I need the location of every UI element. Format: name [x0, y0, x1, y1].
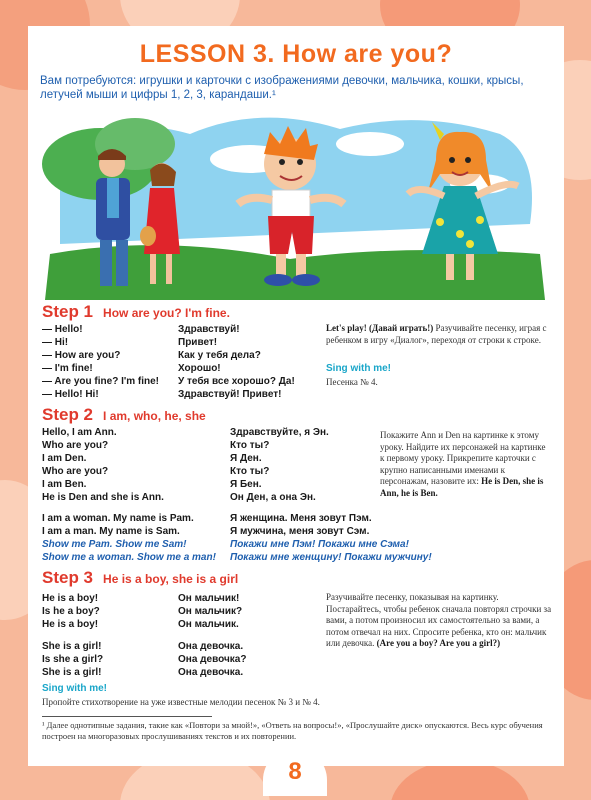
phrase-translation: Я Ден. — [230, 453, 262, 464]
step1-note — [326, 323, 552, 346]
dialog-translation: Хорошо! — [178, 363, 221, 374]
phrase: Who are you? — [42, 440, 109, 451]
step2-block2-en — [42, 512, 232, 564]
footnote-divider — [42, 716, 212, 717]
dialog-line: — Are you fine? I'm fine! — [42, 376, 160, 387]
dialog-line: — I'm fine! — [42, 363, 93, 374]
phrase: I am Ben. — [42, 479, 87, 490]
phrase-italic: Show me a woman. Show me a man! — [42, 552, 216, 563]
phrase-translation: Он Ден, а она Эн. — [230, 492, 316, 503]
step1-dialog-en — [42, 323, 192, 401]
phrase-translation: Он мальчик? — [178, 606, 243, 617]
step3-note — [326, 592, 552, 650]
phrase-translation-italic: Покажи мне Пэм! Покажи мне Сэма! — [230, 539, 409, 550]
phrase: He is a boy! — [42, 593, 99, 604]
phrase-translation: Здравствуйте, я Эн. — [230, 427, 329, 438]
page-number: 8 — [263, 748, 327, 796]
dialog-translation: Как у тебя дела? — [178, 350, 261, 361]
step2-subtitle: I am, who, he, she — [103, 409, 206, 423]
phrase: She is a girl! — [42, 667, 102, 678]
step3-block2-en — [42, 640, 172, 679]
step3-block2-ru — [178, 640, 308, 679]
step3-heading — [42, 568, 238, 588]
phrase-translation: Кто ты? — [230, 466, 270, 477]
intro-text: Вам потребуются: игрушки и карточки с изображениями девочки, мальчика, кошки, крысы, летучей мыши и цифры 1, 2, 3, карандаши.¹ — [40, 75, 524, 101]
lesson-title: LESSON 3. How are you? — [139, 40, 453, 68]
step2-block1-ru — [230, 426, 380, 504]
step1-sing: Sing with me! — [326, 363, 391, 374]
phrase-translation: Он мальчик! — [178, 593, 240, 604]
dialog-translation: Привет! — [178, 337, 218, 348]
step3-note-bold: (Are you a boy? Are you a girl?) — [376, 638, 501, 648]
step1-note-text: Разучивайте песенку, играя с ребенком в игру «Диалог», переходя от строки к строке. — [326, 323, 547, 345]
phrase: Who are you? — [42, 466, 109, 477]
step2-note — [380, 430, 552, 499]
phrase-translation: Он мальчик. — [178, 619, 239, 630]
phrase: I am Den. — [42, 453, 87, 464]
phrase: Hello, I am Ann. — [42, 427, 117, 438]
step1-label: Step 1 — [42, 302, 94, 321]
dialog-translation: Здравствуй! Привет! — [178, 389, 282, 400]
bg-circle — [390, 760, 530, 800]
step1-note-lead: Let's play! (Давай играть!) — [326, 323, 434, 333]
step3-subtitle: He is a boy, she is a girl — [103, 572, 239, 586]
step2-note-bold: He is Den, she is Ann, he is Ben. — [380, 476, 544, 498]
step3-block1-en — [42, 592, 172, 631]
step3-block1-ru — [178, 592, 308, 631]
phrase-translation: Я Бен. — [230, 479, 262, 490]
step1-heading — [42, 302, 230, 322]
step1-dialog-ru — [178, 323, 318, 401]
step3-label: Step 3 — [42, 568, 94, 587]
phrase-translation: Она девочка. — [178, 641, 244, 652]
phrase-translation: Она девочка. — [178, 667, 244, 678]
step2-block1-en — [42, 426, 222, 504]
phrase-italic: Show me Pam. Show me Sam! — [42, 539, 187, 550]
phrase-translation: Я мужчина, меня зовут Сэм. — [230, 526, 370, 537]
step2-block2-ru — [230, 512, 450, 564]
dialog-line: — Hi! — [42, 337, 69, 348]
dialog-line: — Hello! Hi! — [42, 389, 99, 400]
step3-sing: Sing with me! — [42, 683, 107, 694]
dialog-translation: У тебя все хорошо? Да! — [178, 376, 295, 387]
step2-label: Step 2 — [42, 405, 94, 424]
step3-note-text: Разучивайте песенку, показывая на картинку. Постарайтесь, чтобы ребенок сначала повторял строчки за вами, а потом произносил их самостоятельно за вами, а потом отвечал на них. Спросите ребенка, кто он: мальчик или девочка. — [326, 592, 552, 648]
phrase-translation-italic: Покажи мне женщину! Покажи мужчину! — [230, 552, 432, 563]
step1-subtitle: How are you? I'm fine. — [103, 306, 230, 320]
phrase: Is he a boy? — [42, 606, 100, 617]
step1-song: Песенка № 4. — [326, 377, 378, 387]
footnote: ¹ Далее однотипные задания, такие как «Повтори за мной!», «Ответь на вопросы!», «Прослушайте диск» опускаются. Весь курс обучения построен на многоразовых прослушиваниях текстов и их повторении. — [42, 720, 543, 741]
phrase: He is Den and she is Ann. — [42, 492, 164, 503]
phrase: She is a girl! — [42, 641, 102, 652]
lesson-illustration — [40, 104, 552, 300]
step2-heading — [42, 405, 206, 425]
phrase: Is she a girl? — [42, 654, 104, 665]
phrase: He is a boy! — [42, 619, 99, 630]
dialog-line: — How are you? — [42, 350, 121, 361]
dialog-line: — Hello! — [42, 324, 83, 335]
dialog-translation: Здравствуй! — [178, 324, 240, 335]
phrase-translation: Кто ты? — [230, 440, 270, 451]
page — [28, 26, 564, 766]
phrase: I am a woman. My name is Pam. — [42, 513, 194, 524]
step3-sing-line: Пропойте стихотворение на уже известные мелодии песенок № 3 и № 4. — [42, 697, 320, 707]
phrase-translation: Я женщина. Меня зовут Пэм. — [230, 513, 372, 524]
phrase-translation: Она девочка? — [178, 654, 247, 665]
step2-note-text: Покажите Ann и Den на картинке к этому уроку. Найдите их персонажей на картинке к первому уроку. Прикрепите карточки с крупно написанными именами к персонажам, назовите их: — [380, 430, 546, 486]
phrase: I am a man. My name is Sam. — [42, 526, 180, 537]
